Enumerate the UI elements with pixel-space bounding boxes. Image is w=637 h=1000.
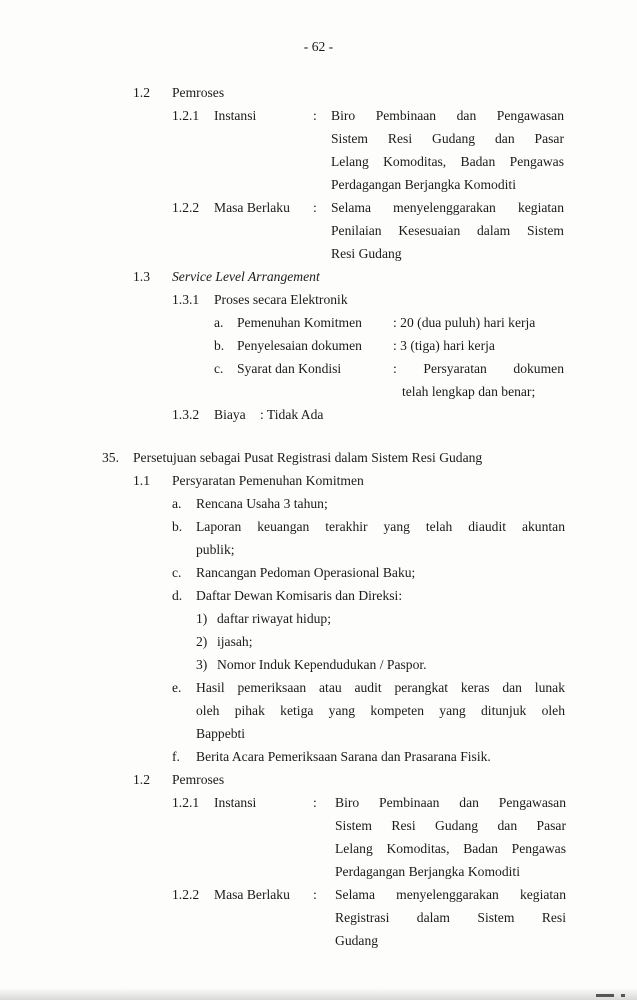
field-label: Instansi [214, 108, 257, 123]
field-colon: : [313, 887, 317, 902]
list-text: Daftar Dewan Komisaris dan Direksi: [196, 588, 403, 603]
sublist-text: Nomor Induk Kependudukan / Paspor. [217, 657, 427, 672]
list-text: publik; [196, 542, 235, 557]
sublist-number: 3) [196, 657, 208, 672]
list-letter: f. [172, 749, 180, 764]
subsection-number: 1.3.1 [172, 292, 200, 307]
subsection-number: 1.2.2 [172, 200, 200, 215]
sublist-text: daftar riwayat hidup; [217, 611, 331, 626]
field-value-line: Selama menyelenggarakan kegiatan [335, 887, 566, 902]
field-value-line: Sistem Resi Gudang dan Pasar [331, 131, 564, 146]
section-title: Pemroses [172, 772, 225, 787]
field-value-line: Lelang Komoditas, Badan Pengawas [335, 841, 566, 856]
list-text: Rancangan Pedoman Operasional Baku; [196, 565, 416, 580]
field-colon: : [313, 200, 317, 215]
scan-edge [0, 988, 637, 1000]
list-letter: e. [172, 680, 182, 695]
page-number: - 62 - [303, 39, 334, 54]
list-value: : Persyaratan dokumen [393, 361, 564, 376]
list-letter: a. [214, 315, 224, 330]
scan-mark [621, 994, 625, 997]
scan-mark [596, 994, 614, 997]
list-label: Syarat dan Kondisi [237, 361, 342, 376]
subsection-title: Proses secara Elektronik [214, 292, 348, 307]
section-title: Pemroses [172, 85, 225, 100]
field-value-line: Gudang [335, 933, 379, 948]
list-letter: c. [172, 565, 182, 580]
section-number: 1.3 [133, 269, 150, 284]
list-value: : 3 (tiga) hari kerja [393, 338, 495, 353]
field-label: Biaya [214, 407, 246, 422]
list-letter: c. [214, 361, 224, 376]
field-value-line: Biro Pembinaan dan Pengawasan [331, 108, 564, 123]
sublist-number: 2) [196, 634, 208, 649]
sublist-text: ijasah; [217, 634, 253, 649]
sublist-number: 1) [196, 611, 208, 626]
field-value-line: Perdagangan Berjangka Komoditi [335, 864, 520, 879]
list-text: Berita Acara Pemeriksaan Sarana dan Prasarana Fisik. [196, 749, 491, 764]
subsection-number: 1.2.2 [172, 887, 200, 902]
field-value-line: Penilaian Kesesuaian dalam Sistem [331, 223, 564, 238]
field-label: Masa Berlaku [214, 200, 290, 215]
field-value-line: Registrasi dalam Sistem Resi [335, 910, 566, 925]
field-value-line: Sistem Resi Gudang dan Pasar [335, 818, 566, 833]
section-number: 1.2 [133, 85, 150, 100]
field-colon: : [313, 108, 317, 123]
list-letter: b. [172, 519, 183, 534]
section-number: 1.2 [133, 772, 150, 787]
subsection-number: 1.2.1 [172, 108, 200, 123]
field-value-line: Resi Gudang [331, 246, 402, 261]
list-text: Laporan keuangan terakhir yang telah diaudit akuntan [196, 519, 565, 534]
list-text: Bappebti [196, 726, 246, 741]
item-number: 35. [102, 450, 119, 465]
list-value: : 20 (dua puluh) hari kerja [393, 315, 536, 330]
section-title: Service Level Arrangement [172, 269, 320, 284]
field-label: Masa Berlaku [214, 887, 290, 902]
list-text: Hasil pemeriksaan atau audit perangkat keras dan lunak [196, 680, 565, 695]
list-text: oleh pihak ketiga yang kompeten yang ditunjuk oleh [196, 703, 565, 718]
list-label: Penyelesaian dokumen [237, 338, 362, 353]
field-value: : Tidak Ada [260, 407, 324, 422]
list-label: Pemenuhan Komitmen [237, 315, 362, 330]
field-label: Instansi [214, 795, 257, 810]
list-letter: b. [214, 338, 225, 353]
list-text: Rencana Usaha 3 tahun; [196, 496, 328, 511]
subsection-number: 1.3.2 [172, 407, 200, 422]
item-title: Persetujuan sebagai Pusat Registrasi dalam Sistem Resi Gudang [133, 450, 483, 465]
field-colon: : [313, 795, 317, 810]
field-value-line: Selama menyelenggarakan kegiatan [331, 200, 564, 215]
section-number: 1.1 [133, 473, 150, 488]
section-title: Persyaratan Pemenuhan Komitmen [172, 473, 364, 488]
subsection-number: 1.2.1 [172, 795, 200, 810]
field-value-line: Perdagangan Berjangka Komoditi [331, 177, 516, 192]
list-letter: a. [172, 496, 182, 511]
list-value-continued: telah lengkap dan benar; [402, 384, 536, 399]
field-value-line: Biro Pembinaan dan Pengawasan [335, 795, 566, 810]
list-letter: d. [172, 588, 183, 603]
field-value-line: Lelang Komoditas, Badan Pengawas [331, 154, 564, 169]
